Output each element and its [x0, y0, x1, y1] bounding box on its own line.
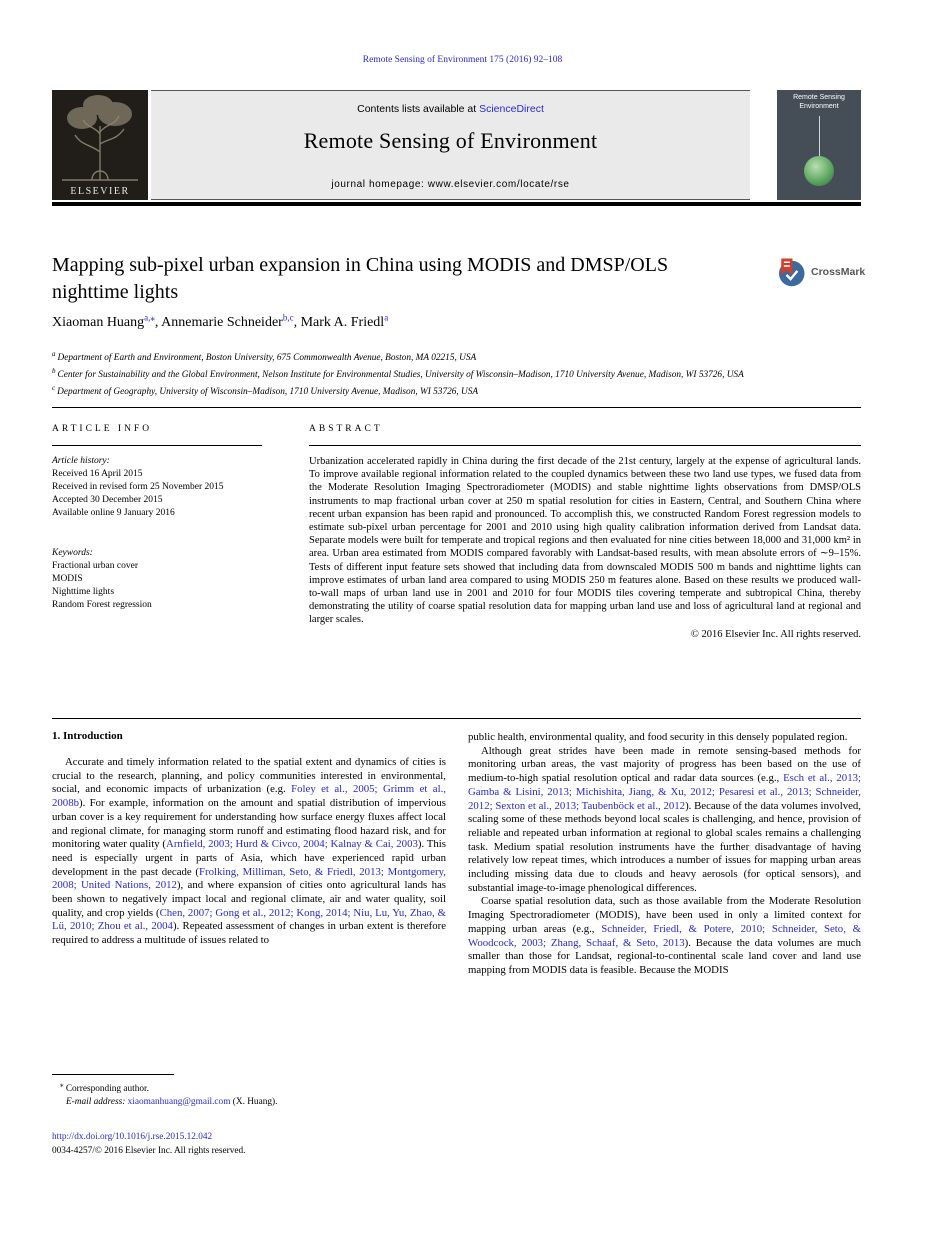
- email-link[interactable]: xiaomanhuang@gmail.com: [127, 1097, 231, 1108]
- keyword-item: Random Forest regression: [52, 600, 152, 610]
- article-history-item: Received 16 April 2015: [52, 469, 143, 479]
- affiliation-sup: c: [52, 384, 56, 393]
- crossmark-badge[interactable]: [776, 257, 865, 287]
- cover-title: [777, 94, 861, 111]
- journal-title: Remote Sensing of Environment: [303, 128, 598, 153]
- homepage-prefix: journal homepage:: [331, 179, 428, 190]
- section-heading-introduction: 1. Introduction: [52, 730, 123, 742]
- article-history-item: Received in revised form 25 November 2015: [52, 482, 224, 492]
- body-text: ), and where expansion of cities onto agricultural lands has been shown to negatively impact local and regional climate, air and water quality, soil quality, and crop yields (: [52, 879, 446, 919]
- body-text: ). This need is especially urgent in parts of Asia, which have experienced rapid urban development in the past decade (: [52, 838, 446, 878]
- abstract-column: [309, 455, 861, 640]
- journal-citation-link[interactable]: Remote Sensing of Environment 175 (2016) 92–108: [362, 55, 563, 65]
- footnote: [52, 1079, 446, 1109]
- footnote-rule: [52, 1074, 174, 1075]
- copyright-line: © 2016 Elsevier Inc. All rights reserved.: [690, 628, 861, 640]
- contents-prefix: Contents lists available at: [357, 103, 480, 115]
- author-affil-sup: b,c: [282, 312, 294, 322]
- elsevier-logo[interactable]: [52, 90, 148, 200]
- body-text: ). Repeated assessment of changes in urban extent is therefore required to address a multitude of issues related to: [52, 920, 446, 947]
- affiliation-sup: a: [52, 350, 56, 358]
- divider: [52, 718, 861, 719]
- paragraph: [468, 731, 861, 745]
- citation-link[interactable]: Schneider, Friedl, & Potere, 2010; Schneider, Seto, & Woodcock, 2003; Zhang, Schaaf, & Seto, 2013: [468, 922, 861, 949]
- paragraph: [468, 895, 861, 977]
- citation-link[interactable]: Arnfield, 2003; Hurd & Civco, 2004; Kalnay & Cai, 2003: [166, 838, 418, 851]
- article-history-item: Accepted 30 December 2015: [52, 495, 163, 505]
- author: [52, 312, 162, 330]
- citation-link[interactable]: Frolking, Milliman, Seto, & Friedl, 2013; Montgomery, 2008; United Nations, 2012: [52, 865, 446, 892]
- body-text: Accurate and timely information related to the spatial extent and dynamics of cities is crucial to the research, planning, and policy communities interested in environmental, social, and economic impacts of urbanization (e.g.: [52, 756, 446, 796]
- journal-homepage-line: [151, 179, 750, 190]
- divider: [52, 445, 262, 446]
- author-name: Annemarie Schneider: [161, 314, 283, 330]
- journal-cover-thumbnail[interactable]: [777, 90, 861, 200]
- article-history-label: Article history:: [52, 456, 110, 466]
- author-separator: ,: [293, 314, 301, 330]
- article-title: Mapping sub-pixel urban expansion in China using MODIS and DMSP/OLS nighttime lights: [52, 254, 669, 303]
- crossmark-icon: [776, 257, 806, 287]
- footnote-text: Corresponding author.: [63, 1084, 149, 1095]
- body-text: public health, environmental quality, and food security in this densely populated region.: [468, 731, 848, 743]
- article-history-item: Available online 9 January 2016: [52, 508, 175, 518]
- citation-link[interactable]: Esch et al., 2013; Gamba & Lisini, 2013; Michishita, Jiang, & Xu, 2012; Pesaresi et al., 2013; Schneider, 2012; Sexton et al., 2013; Taubenböck et al., 2012: [468, 772, 862, 812]
- author-affil-sup: a: [384, 312, 389, 322]
- cover-title-line2: Environment: [799, 102, 839, 110]
- body-column-right: [468, 731, 861, 978]
- body-text: Coarse spatial resolution data, such as those available from the Moderate Resolution Imaging Spectroradiometer (MODIS), have been used in only a limited context for mapping urban areas (e.g.,: [468, 895, 861, 935]
- divider: [52, 407, 861, 408]
- keyword-item: MODIS: [52, 574, 83, 584]
- elsevier-tree-icon: [52, 90, 148, 184]
- journal-homepage-link[interactable]: www.elsevier.com/locate/rse: [427, 179, 570, 190]
- body-text: ). Because of the data volumes involved, scaling some of these methods beyond local scales is challenging, and hence, provision of reliable and repeated urban information at regional to global scales remains a challenging task. Medium spatial resolution instruments have the further disadvantage of having relatively low repeat times, which introduces a number of issues for mapping urban areas including missing data due to clouds and heavy aerosols (for optical sensors), and substantial image-to-image phenological differences.: [468, 799, 861, 894]
- body-column-left: [52, 756, 446, 948]
- journal-header: [52, 90, 861, 200]
- author: [161, 312, 301, 330]
- footnote-symbol: ⁎: [60, 1081, 64, 1089]
- cover-title-line1: Remote Sensing: [793, 94, 845, 101]
- affiliation: [52, 382, 861, 399]
- article-info-heading: ARTICLE INFO: [52, 424, 153, 434]
- paragraph: [468, 745, 861, 896]
- header-rule: [52, 202, 861, 206]
- affiliation-sup: b: [52, 367, 56, 376]
- author-separator: ,: [154, 314, 162, 330]
- body-text: Although great strides have been made in remote sensing-based methods for monitoring urban areas, the vast majority of progress has been based on the use of medium-to-high spatial resolution optical and radar data sources (e.g.,: [468, 744, 861, 785]
- affiliation-text: Department of Earth and Environment, Boston University, 675 Commonwealth Avenue, Boston, MA 02215, USA: [57, 353, 477, 364]
- journal-banner: [151, 90, 750, 200]
- body-text: ). For example, information on the amount and spatial distribution of impervious urban cover is a key requirement for understanding how surface energy fluxes affect local and regional climate, for managing storm runoff and estimating flood hazard risk, and for monitoring water quality (: [52, 797, 446, 851]
- doi-link[interactable]: http://dx.doi.org/10.1016/j.rse.2015.12.042: [52, 1132, 213, 1142]
- affiliation-text: Department of Geography, University of Wisconsin–Madison, 1710 University Avenue, Madison, WI 53726, USA: [57, 387, 479, 398]
- email-suffix: (X. Huang).: [230, 1097, 278, 1108]
- paragraph: [52, 756, 446, 948]
- contents-line: [151, 103, 750, 115]
- author-name: Mark A. Friedl: [300, 314, 385, 330]
- author: [300, 312, 389, 330]
- affiliation-text: Center for Sustainability and the Global Environment, Nelson Institute for Environmental Studies, University of Wisconsin–Madison, 1710 University Avenue, Madison, WI 53726, USA: [57, 370, 744, 381]
- affiliation: [52, 365, 861, 382]
- sciencedirect-link[interactable]: ScienceDirect: [479, 103, 544, 115]
- crossmark-label: CrossMark: [811, 266, 866, 278]
- email-label: E-mail address:: [66, 1097, 128, 1108]
- cover-pendulum-graphic: [819, 116, 820, 160]
- abstract-text: Urbanization accelerated rapidly in China during the first decade of the 21st century, largely at the expense of agricultural lands. To improve available regional information related to the coupled dynamics between these two land use types, we fused data from the Moderate Resolution Imaging Spectroradiometer (MODIS) and stable nighttime lights observations from DMSP/OLS instruments to map fractional urban cover at 250 m spatial resolution for cities in Eastern, Central, and Southern China where recent urban expansion has been rapid and pronounced. To accomplish this, we constructed Random Forest regression models to estimate sub-pixel urban percentage for 2001 and 2010 using high quality calibration information derived from Landsat data. Separate models were built for temperate and tropical regions and then evaluated for nine cities between 18,000 and 31,000 km² in area. Urban area estimated from MODIS compared favorably with Landsat-based results, with mean absolute errors of ∼9–15%. Tests of different input feature sets showed that including data from downscaled MODIS 500 m bands and nighttime lights can improve estimates of urban land area compared to using MODIS 250 m features alone. Based on these results we produced wall-to-wall maps of urban land use in 2001 and 2010 for four MODIS tiles covering temperate and subtropical China, thereby demonstrating the utility of coarse spatial resolution data for mapping urban land use and loss of agricultural land at regional and larger scales.: [309, 456, 861, 626]
- abstract-heading: ABSTRACT: [309, 424, 383, 434]
- author-name: Xiaoman Huang: [52, 314, 145, 330]
- affiliation: [52, 348, 861, 365]
- author-line: [52, 312, 388, 331]
- divider: [309, 445, 861, 446]
- keywords-label: Keywords:: [52, 548, 93, 558]
- keyword-item: Fractional urban cover: [52, 561, 138, 571]
- citation-link[interactable]: Foley et al., 2005; Grimm et al., 2008b: [52, 783, 446, 810]
- keyword-item: Nighttime lights: [52, 587, 115, 597]
- body-text: ). Because the data volumes are much smaller than those for Landsat, regional-to-continental scale land cover and land use mapping from MODIS data is feasible. Because the MODIS: [468, 936, 861, 976]
- cover-globe-graphic: [804, 156, 834, 186]
- email-line: [52, 1096, 446, 1109]
- citation-link[interactable]: Chen, 2007; Gong et al., 2012; Kong, 2014; Niu, Lu, Yu, Zhao, & Lü, 2010; Zhou et al., 2004: [52, 906, 446, 933]
- author-affil-sup: a,⁎: [144, 312, 155, 322]
- affiliations: [52, 348, 861, 399]
- article-info-column: [52, 455, 292, 612]
- elsevier-wordmark: ELSEVIER: [70, 186, 130, 197]
- corresponding-author-note: [52, 1079, 446, 1096]
- issn-copyright-line: 0034-4257/© 2016 Elsevier Inc. All rights reserved.: [52, 1146, 246, 1156]
